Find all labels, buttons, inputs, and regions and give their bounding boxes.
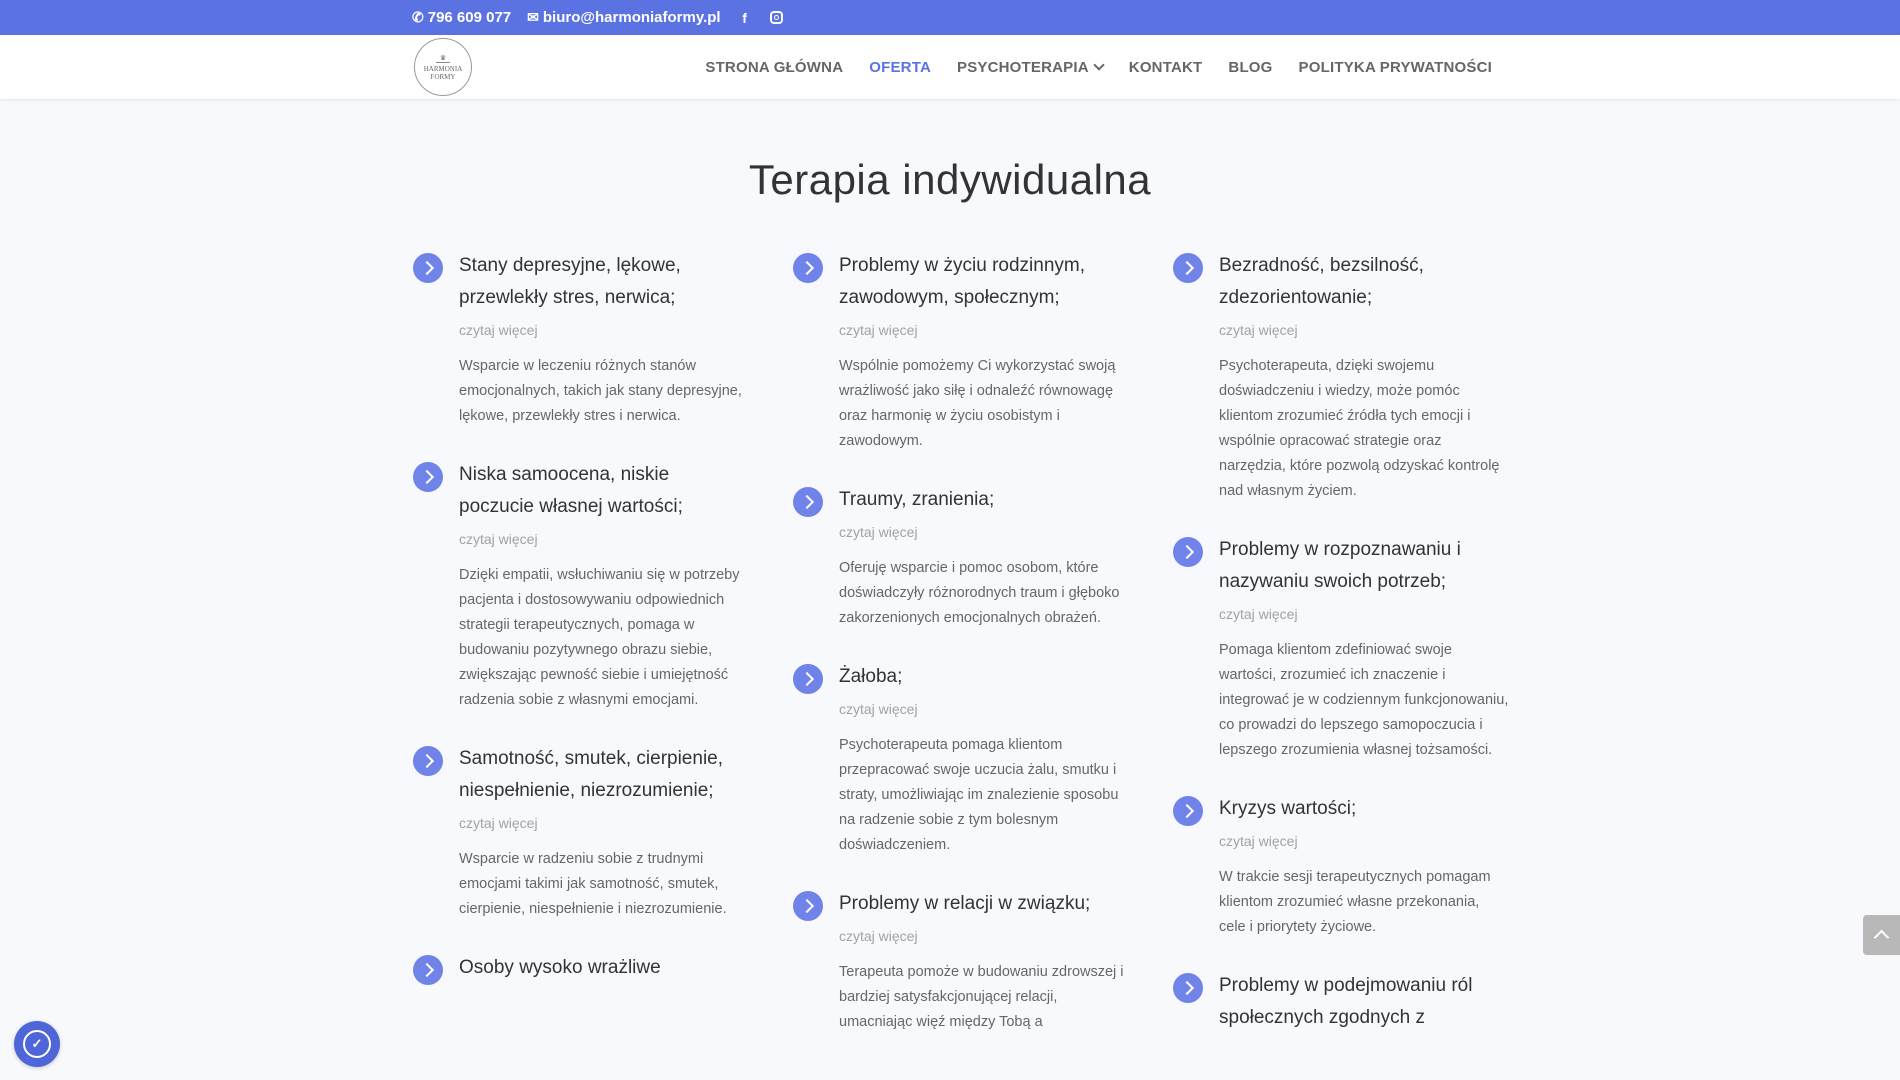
offer-item [1173, 250, 1503, 504]
nav-home[interactable]: STRONA GŁÓWNA [705, 58, 844, 76]
offer-column-2 [793, 250, 1123, 1065]
email-address: biuro@harmoniaformy.pl [542, 9, 721, 26]
offer-title: Osoby wysoko wrażliwe [459, 957, 661, 978]
offer-title: Żałoba; [839, 666, 903, 687]
scroll-to-top-button[interactable] [1863, 915, 1900, 955]
chevron-down-icon [1093, 59, 1104, 70]
read-more-link[interactable]: czytaj więcej [1219, 606, 1298, 622]
offer-title: Problemy w podejmowaniu ról społecznych zgodnych z [1219, 975, 1473, 1028]
offer-description: Psychoterapeuta, dzięki swojemu doświadczeniu i wiedzy, może pomóc klientom zrozumieć źródła tych emocji i wspólnie opracować strategie oraz narzędzia, które pozwolą odzyskać kontrolę nad własnym życiem. [1219, 358, 1500, 499]
chevron-right-icon [793, 487, 823, 517]
cookie-check-icon: ✓ [23, 1030, 51, 1058]
chevron-right-icon [1173, 973, 1203, 1003]
mail-icon: ✉ [527, 9, 539, 25]
offer-item [413, 250, 743, 429]
offer-item [793, 484, 1123, 631]
site-logo[interactable] [414, 38, 472, 96]
offer-description: Psychoterapeuta pomaga klientom przepracować swoje uczucia żalu, smutku i straty, umożliwiając im znalezienie sposobu na radzenie sobie z tym bolesnym doświadczeniem. [839, 737, 1119, 853]
logo-crest-icon: ♛ [436, 54, 450, 63]
nav-psychoterapia[interactable] [957, 59, 1103, 76]
read-more-link[interactable]: czytaj więcej [839, 524, 918, 540]
site-header [0, 35, 1900, 99]
nav-kontakt[interactable]: KONTAKT [1128, 58, 1203, 76]
chevron-right-icon [1173, 253, 1203, 283]
nav-psychoterapia-label: PSYCHOTERAPIA [956, 58, 1089, 76]
offer-description: Wspólnie pomożemy Ci wykorzystać swoją wrażliwość jako siłę i odnaleźć równowagę oraz harmonię w życiu osobistym i zawodowym. [839, 358, 1116, 449]
offer-title: Problemy w relacji w związku; [839, 893, 1091, 914]
offer-item [793, 888, 1123, 1035]
page-title: Terapia indywidualna [748, 156, 1152, 204]
top-bar [0, 0, 1900, 35]
read-more-link[interactable]: czytaj więcej [839, 928, 918, 944]
read-more-link[interactable]: czytaj więcej [459, 322, 538, 338]
offer-title: Problemy w rozpoznawaniu i nazywaniu swoich potrzeb; [1219, 539, 1461, 592]
chevron-right-icon [413, 462, 443, 492]
offer-description: Wsparcie w radzeniu sobie z trudnymi emocjami takimi jak samotność, smutek, cierpienie, niespełnienie i niezrozumienie. [459, 851, 727, 917]
offer-item [1173, 534, 1509, 763]
chevron-right-icon [1173, 537, 1203, 567]
read-more-link[interactable]: czytaj więcej [459, 531, 538, 547]
offer-description: Terapeuta pomoże w budowaniu zdrowszej i bardziej satysfakcjonującej relacji, umacniając więź między Tobą a [839, 964, 1124, 1030]
email-link[interactable] [527, 9, 720, 26]
chevron-up-icon [1874, 930, 1890, 946]
offer-item [413, 743, 743, 922]
offer-title: Traumy, zranienia; [839, 489, 995, 510]
offer-item [413, 952, 743, 984]
offer-description: Oferuję wsparcie i pomoc osobom, które doświadczyły różnorodnych traum i głęboko zakorzenionych emocjonalnych obrażeń. [839, 560, 1120, 626]
nav-oferta[interactable]: OFERTA [869, 58, 931, 76]
offer-title: Niska samoocena, niskie poczucie własnej wartości; [459, 464, 683, 517]
logo-line1: HARMONIA [423, 64, 463, 73]
offer-item [1173, 970, 1503, 1034]
read-more-link[interactable]: czytaj więcej [839, 322, 918, 338]
logo-line2: FORMY [430, 72, 456, 81]
chevron-right-icon [413, 746, 443, 776]
offer-column-1 [413, 250, 743, 1014]
chevron-right-icon [413, 955, 443, 985]
phone-link[interactable] [412, 9, 511, 26]
offer-title: Problemy w życiu rodzinnym, zawodowym, społecznym; [839, 255, 1086, 308]
offer-description: Wsparcie w leczeniu różnych stanów emocjonalnych, takich jak stany depresyjne, lękowe, przewlekły stres i nerwica. [459, 358, 742, 424]
read-more-link[interactable]: czytaj więcej [839, 701, 918, 717]
offer-item [793, 661, 1123, 858]
offer-description: W trakcie sesji terapeutycznych pomagam klientom zrozumieć własne przekonania, cele i priorytety życiowe. [1219, 869, 1491, 935]
phone-number: 796 609 077 [427, 9, 512, 26]
offer-description: Pomaga klientom zdefiniować swoje wartości, zrozumieć ich znaczenie i integrować je w codziennym funkcjonowaniu, co prowadzi do lepszego samopoczucia i lepszego zrozumienia własnej tożsamości. [1219, 642, 1509, 758]
read-more-link[interactable]: czytaj więcej [459, 815, 538, 831]
nav-blog[interactable]: BLOG [1228, 58, 1273, 76]
chevron-right-icon [1173, 796, 1203, 826]
phone-icon: ✆ [412, 9, 424, 25]
chevron-right-icon [413, 253, 443, 283]
read-more-link[interactable]: czytaj więcej [1219, 322, 1298, 338]
chevron-right-icon [793, 891, 823, 921]
instagram-icon[interactable] [769, 10, 785, 26]
offer-title: Samotność, smutek, cierpienie, niespełnienie, niezrozumienie; [459, 748, 724, 801]
offer-item [413, 459, 743, 713]
offer-description: Dzięki empatii, wsłuchiwaniu się w potrzeby pacjenta i dostosowywaniu odpowiednich strategii terapeutycznych, pomaga w budowaniu pozytywnego obrazu siebie, zwiększając pewność siebie i umiejętność radzenia sobie z własnymi emocjami. [459, 567, 740, 708]
offer-title: Kryzys wartości; [1219, 798, 1357, 819]
chevron-right-icon [793, 253, 823, 283]
offer-title: Stany depresyjne, lękowe, przewlekły stres, nerwica; [459, 255, 681, 308]
chevron-right-icon [793, 664, 823, 694]
offer-item [793, 250, 1123, 454]
offer-title: Bezradność, bezsilność, zdezorientowanie; [1219, 255, 1424, 308]
cookie-settings-button[interactable] [14, 1021, 60, 1067]
main-nav [705, 35, 1492, 99]
offer-item [1173, 793, 1503, 940]
nav-privacy[interactable]: POLITYKA PRYWATNOŚCI [1298, 58, 1492, 76]
offer-column-3 [1173, 250, 1509, 1064]
read-more-link[interactable]: czytaj więcej [1219, 833, 1298, 849]
facebook-icon[interactable]: f [742, 9, 747, 26]
